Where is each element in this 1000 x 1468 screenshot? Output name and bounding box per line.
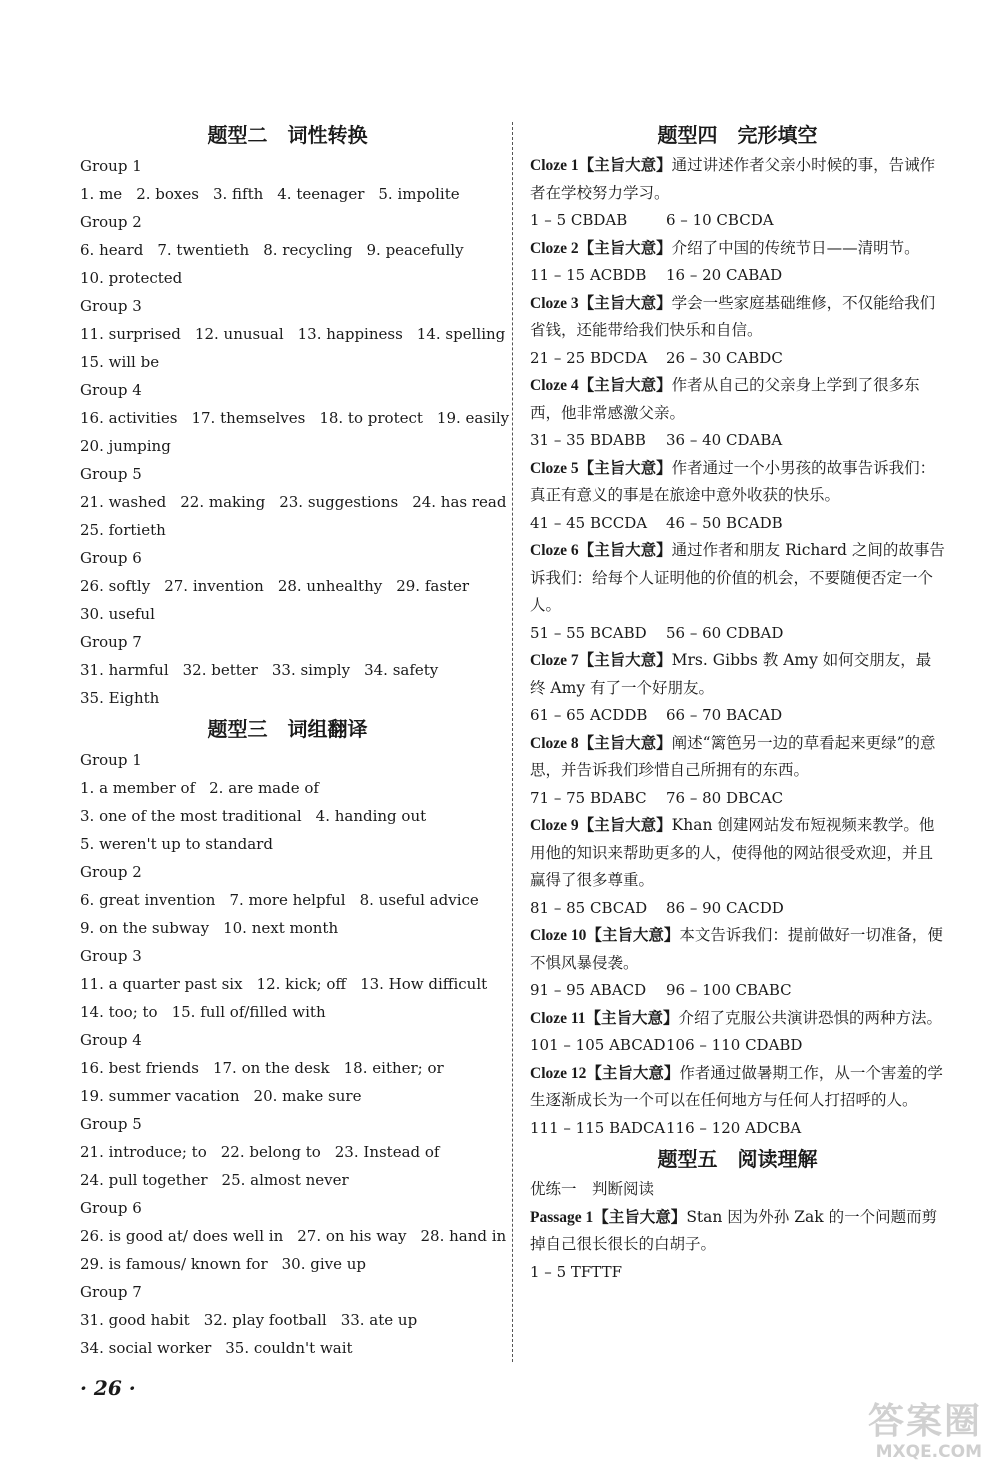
answer-item: 35. couldn't wait [225,1339,353,1357]
group-label: Group 5 [80,465,142,483]
answer-item: 14. spelling [416,325,506,343]
answer-item: 3. fifth [212,185,264,203]
answer-range: 86 – 90 CACDD [666,898,784,917]
summary-text: 学会一些家庭基础维修，不仅能给我们省钱，还能带给我们快乐和自信。 [530,293,936,339]
answer-range: 91 – 95 ABACD [530,981,647,999]
answer-line [80,1166,495,1194]
cloze-answers [530,427,945,455]
answer-range: 6 – 10 CBCDA [666,211,774,229]
answer-item: 4. teenager [277,185,365,203]
cloze-summary [530,730,945,785]
cloze-answers [530,1115,945,1143]
passage-summary [530,1204,945,1259]
answer-item: 18. either; or [343,1059,444,1077]
group-label: Group 6 [80,1199,142,1217]
cloze-answers [530,1032,945,1060]
summary-text: Stan 因为外孙 Zak 的一个问题而剪掉自己很长很长的白胡子。 [530,1207,938,1253]
answer-range: 111 – 115 BADCA [530,1118,666,1137]
cloze-summary [530,1005,945,1033]
answer-range: 11 – 15 ACBDB [530,266,647,284]
practice-label: 优练一 判断阅读 [530,1180,655,1198]
answer-item: 27. invention [164,577,264,595]
summary-tag: 【主旨大意】 [578,238,672,257]
cloze-label: Cloze 8 [530,734,579,752]
answer-item: 30. give up [281,1255,367,1273]
answer-line [80,998,495,1026]
answer-line [80,1054,495,1082]
cloze-label: Cloze 5 [530,459,579,477]
answer-item: 35. Eighth [80,689,160,707]
answer-line [80,830,495,858]
answer-item: 5. impolite [378,185,460,203]
summary-text: Khan 创建网站发布短视频来教学。他用他的知识来帮助更多的人，使得他的网站很受欢迎，并且赢得了很多尊重。 [530,816,935,889]
cloze-summary [530,235,945,263]
cloze-summary [530,647,945,702]
answer-line [80,656,495,684]
cloze-answers [530,207,945,235]
watermark-text: 答案圈 [867,1401,982,1442]
answer-line [80,516,495,544]
answer-line [80,774,495,802]
answer-item: 31. good habit [80,1311,190,1329]
answer-range: 26 – 30 CABDC [666,348,783,367]
answer-item: 3. one of the most traditional [80,807,302,825]
answer-item: 21. washed [80,493,167,511]
answer-item: 17. on the desk [212,1059,330,1077]
answer-line [80,1250,495,1278]
passage-answers: 1 – 5 TFTTF [530,1262,622,1281]
answer-item: 22. making [180,493,266,511]
answer-line [80,432,495,460]
summary-text: 本文告诉我们：提前做好一切准备，便不惧风暴侵袭。 [530,926,943,972]
answer-item: 34. safety [364,661,439,679]
section-title: 题型四 完形填空 [657,123,818,147]
answer-range: 46 – 50 BCADB [666,513,783,532]
cloze-summary [530,372,945,427]
answer-item: 28. hand in [420,1227,507,1245]
section-title: 题型五 阅读理解 [657,1147,818,1171]
group-label: Group 2 [80,863,142,881]
answer-item: 13. happiness [297,325,403,343]
cloze-label: Cloze 12 [530,1064,587,1082]
cloze-answers [530,785,945,813]
group-label: Group 7 [80,633,142,651]
cloze-summary [530,455,945,510]
answer-line [80,914,495,942]
summary-text: 阐述“篱笆另一边的草看起来更绿”的意思，并告诉我们珍惜自己所拥有的东西。 [530,733,936,779]
cloze-answers [530,510,945,538]
passage-label: Passage 1 [530,1208,594,1226]
cloze-summary [530,812,945,895]
answer-item: 13. How difficult [360,975,488,993]
answer-line [80,1082,495,1110]
answer-item: 19. easily [436,409,510,427]
answer-item: 30. useful [80,605,155,623]
answer-line [80,572,495,600]
answer-range: 81 – 85 CBCAD [530,898,648,917]
answer-line [80,1222,507,1250]
cloze-label: Cloze 11 [530,1009,586,1027]
summary-tag: 【主旨大意】 [593,1207,687,1226]
answer-item: 23. suggestions [279,493,399,511]
cloze-summary [530,152,945,207]
section-title: 题型二 词性转换 [207,123,368,147]
watermark-url: MXQE.COM [875,1442,982,1462]
answer-item: 11. surprised [80,325,181,343]
answer-range: 66 – 70 BACAD [666,706,783,724]
summary-tag: 【主旨大意】 [578,458,672,477]
summary-text: 作者通过做暑期工作，从一个害羞的学生逐渐成长为一个可以在任何地方与任何人打招呼的人。 [530,1063,943,1109]
answer-item: 10. next month [223,919,339,937]
answer-item: 33. ate up [340,1311,418,1329]
cloze-answers [530,620,945,648]
answer-item: 11. a quarter past six [80,975,243,993]
answer-item: 34. social worker [80,1339,212,1357]
answer-range: 56 – 60 CDBAD [666,623,784,642]
page-number: · 26 · [80,1376,136,1400]
group-label: Group 5 [80,1115,142,1133]
summary-tag: 【主旨大意】 [578,733,672,752]
answer-item: 25. almost never [221,1171,349,1189]
answer-range: 31 – 35 BDABB [530,431,646,449]
summary-tag: 【主旨大意】 [578,156,672,174]
answer-item: 29. is famous/ known for [80,1255,268,1273]
answer-item: 15. full of/filled with [171,1003,326,1021]
cloze-label: Cloze 9 [530,817,579,834]
answer-item: 10. protected [80,269,183,287]
answer-range: 76 – 80 DBCAC [666,788,784,807]
answer-range: 51 – 55 BCABD [530,623,647,642]
group-label: Group 4 [80,1031,142,1049]
answer-item: 26. is good at/ does well in [80,1227,284,1245]
answer-item: 19. summer vacation [80,1087,240,1105]
answer-range: 21 – 25 BDCDA [530,348,648,367]
answer-item: 26. softly [80,577,151,595]
summary-tag: 【主旨大意】 [578,816,672,834]
answer-range: 61 – 65 ACDDB [530,706,648,724]
summary-tag: 【主旨大意】 [578,293,672,312]
answer-item: 15. will be [80,353,160,371]
answer-line [80,970,495,998]
summary-tag: 【主旨大意】 [578,541,672,559]
answer-line [80,320,506,348]
answer-item: 32. better [182,661,258,679]
answer-item: 9. on the subway [80,919,210,937]
answer-item: 7. twentieth [157,241,250,259]
cloze-answers [530,702,945,730]
answer-item: 32. play football [203,1311,327,1329]
summary-text: 介绍了克服公共演讲恐惧的两种方法。 [678,1008,943,1027]
answer-line [80,1138,495,1166]
answer-range: 1 – 5 CBDAB [530,211,628,229]
answer-item: 24. has read [412,493,507,511]
summary-text: 介绍了中国的传统节日——清明节。 [671,238,920,257]
group-label: Group 1 [80,751,142,769]
answer-item: 28. unhealthy [277,577,383,595]
answer-line [80,348,495,376]
cloze-summary [530,922,945,977]
answer-item: 18. to protect [319,409,423,427]
answer-line [80,802,495,830]
answer-item: 12. unusual [194,325,284,343]
summary-text: Mrs. Gibbs 教 Amy 如何交朋友，最终 Amy 有了一个好朋友。 [530,651,932,697]
cloze-summary [530,290,945,345]
answer-item: 16. best friends [80,1059,199,1077]
answer-item: 8. recycling [263,241,353,259]
summary-text: 通过讲述作者父亲小时候的事，告诫作者在学校努力学习。 [530,156,936,202]
group-label: Group 1 [80,157,142,175]
section-title: 题型三 词组翻译 [207,717,368,741]
cloze-label: Cloze 10 [530,927,587,944]
answer-item: 12. kick; off [256,975,347,993]
cloze-label: Cloze 3 [530,294,579,312]
answer-item: 21. introduce; to [80,1143,207,1161]
cloze-label: Cloze 2 [530,239,579,257]
answer-item: 25. fortieth [80,521,166,539]
summary-text: 作者通过一个小男孩的故事告诉我们：真正有意义的事是在旅途中意外收获的快乐。 [530,458,936,504]
group-label: Group 6 [80,549,142,567]
answer-item: 20. make sure [253,1087,362,1105]
answer-range: 71 – 75 BDABC [530,788,647,807]
answer-item: 6. heard [80,241,144,259]
answer-item: 23. Instead of [334,1143,440,1161]
cloze-label: Cloze 6 [530,542,579,559]
answer-item: 1. me [80,185,123,203]
answer-item: 6. great invention [80,891,216,909]
summary-text: 通过作者和朋友 Richard 之间的故事告诉我们：给每个人证明他的价值的机会，不要随便否定一个人。 [530,541,945,614]
answer-item: 2. are made of [209,779,319,797]
answer-line [80,600,495,628]
answer-line [80,180,495,208]
answer-item: 8. useful advice [359,891,479,909]
answer-line [80,236,495,264]
answer-item: 4. handing out [315,807,427,825]
answer-item: 22. belong to [220,1143,321,1161]
answer-range: 116 – 120 ADCBA [666,1118,802,1137]
answer-item: 27. on his way [297,1227,407,1245]
answer-item: 33. simply [271,661,351,679]
right-column [530,118,945,1286]
cloze-answers [530,345,945,373]
answer-item: 9. peacefully [366,241,464,259]
summary-tag: 【主旨大意】 [578,651,672,669]
cloze-summary [530,1060,945,1115]
answer-range: 101 – 105 ABCAD [530,1036,666,1054]
summary-tag: 【主旨大意】 [578,376,672,394]
group-label: Group 7 [80,1283,142,1301]
cloze-label: Cloze 4 [530,377,579,394]
answer-item: 5. weren't up to standard [80,835,273,853]
cloze-answers [530,262,945,290]
answer-line [80,488,507,516]
summary-tag: 【主旨大意】 [585,1008,679,1027]
answer-item: 7. more helpful [229,891,346,909]
answer-line [80,1306,495,1334]
answer-item: 29. faster [396,577,470,595]
left-column [80,118,510,1362]
watermark-logo [812,1402,982,1464]
column-divider [512,122,513,1362]
answer-item: 17. themselves [191,409,306,427]
cloze-label: Cloze 7 [530,652,579,669]
answer-item: 2. boxes [136,185,199,203]
group-label: Group 3 [80,947,142,965]
answer-line [80,886,495,914]
answer-line [80,404,510,432]
summary-text: 作者从自己的父亲身上学到了很多东西，他非常感激父亲。 [530,376,920,422]
answer-item: 24. pull together [80,1171,208,1189]
summary-tag: 【主旨大意】 [586,926,680,944]
answer-line [80,1334,495,1362]
cloze-answers [530,977,945,1005]
summary-tag: 【主旨大意】 [586,1063,680,1082]
answer-range: 106 – 110 CDABD [666,1036,803,1054]
answer-range: 16 – 20 CABAD [666,266,783,284]
answer-line [80,264,495,292]
cloze-summary [530,537,945,620]
answer-item: 31. harmful [80,661,169,679]
answer-range: 96 – 100 CBABC [666,981,792,999]
group-label: Group 4 [80,381,142,399]
cloze-label: Cloze 1 [530,157,579,174]
answer-item: 14. too; to [80,1003,158,1021]
cloze-answers [530,895,945,923]
answer-item: 1. a member of [80,779,196,797]
answer-range: 41 – 45 BCCDA [530,513,648,532]
answer-line [80,684,495,712]
answer-item: 16. activities [80,409,178,427]
group-label: Group 2 [80,213,142,231]
answer-item: 20. jumping [80,437,171,455]
group-label: Group 3 [80,297,142,315]
answer-range: 36 – 40 CDABA [666,431,783,449]
